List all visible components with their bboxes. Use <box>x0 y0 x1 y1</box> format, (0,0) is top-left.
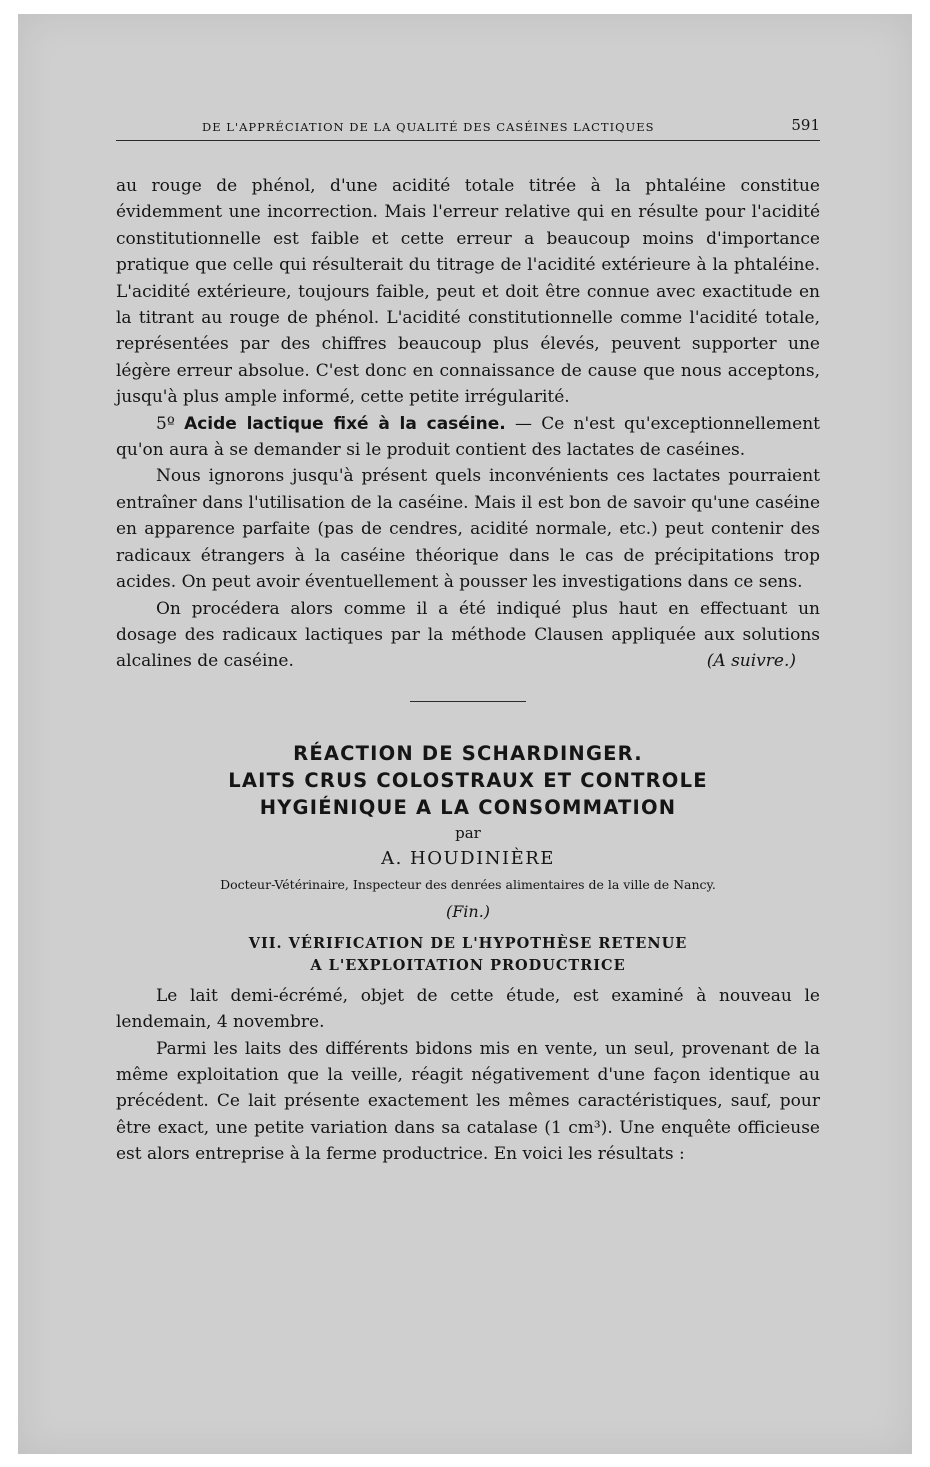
paragraph-acidity: au rouge de phénol, d'une acidité totale titrée à la phtaléine constitue évidemment une incorrection. Mais l'erreur relative qui en résulte pour l'acidité constitutionnelle est faible et cette erreur a beaucoup moins d'importance pratique que celle qui résulterait du titrage de l'acidité extérieure à la phtaléine. L'acidité extérieure, toujours faible, peut et doit être connue avec exactitude en la titrant au rouge de phénol. L'acidité constitutionnelle comme l'acidité totale, représentées par des chiffres beaucoup plus élevés, peuvent supporter une légère erreur absolue. C'est donc en connaissance de cause que nous acceptons, jusqu'à plus ample informé, cette petite irrégularité. <box>116 176 820 408</box>
paragraph-reexamination: Le lait demi-écrémé, objet de cette étude, est examiné à nouveau le lendemain, 4 novembre. <box>116 985 820 1033</box>
section-heading <box>116 933 820 977</box>
paragraph-number: 5º <box>156 413 175 434</box>
paragraph-heading: Acide lactique fixé à la caséine. <box>184 413 506 434</box>
to-be-continued-note: (A suivre.) <box>706 651 796 672</box>
author-affiliation: Docteur-Vétérinaire, Inspecteur des denrées alimentaires de la ville de Nancy. <box>220 876 716 892</box>
paragraph-procedure <box>116 596 820 675</box>
paragraph-procedure-text: On procédera alors comme il a été indiqué plus haut en effectuant un dosage des radicaux lactiques par la méthode Clausen appliquée aux solutions alcalines de caséine. <box>116 598 820 672</box>
section-heading-line-2: A L'EXPLOITATION PRODUCTRICE <box>310 956 626 974</box>
article-title-line-3: HYGIÉNIQUE A LA CONSOMMATION <box>259 795 677 819</box>
running-head-title: DE L'APPRÉCIATION DE LA QUALITÉ DES CASÉINES LACTIQUES <box>202 120 655 134</box>
article-title-line-1: RÉACTION DE SCHARDINGER. <box>293 741 643 765</box>
page-number: 591 <box>791 116 820 134</box>
article-title <box>116 740 820 821</box>
paragraph-lactic-acid-text: — Ce n'est qu'exceptionnellement qu'on aura à se demander si le produit contient des lactates de caséines. <box>116 413 820 461</box>
author-name: A. HOUDINIÈRE <box>381 847 555 869</box>
continuation-note: (Fin.) <box>445 901 491 921</box>
section-divider <box>410 701 526 702</box>
paragraph-lactates: Nous ignorons jusqu'à présent quels inconvénients ces lactates pourraient entraîner dans l'utilisation de la caséine. Mais il est bon de savoir qu'une caséine en apparence parfaite (pas de cendres, acidité normale, etc.) peut contenir des radicaux étrangers à la caséine théorique dans le cas de précipitations trop acides. On peut avoir éventuellement à pousser les investigations dans ce sens. <box>116 466 820 593</box>
section-heading-line-1: VII. VÉRIFICATION DE L'HYPOTHÈSE RETENUE <box>248 934 688 952</box>
running-head <box>116 112 820 141</box>
paragraph-lactic-acid <box>116 411 820 464</box>
document-page <box>116 112 820 1168</box>
article-title-line-2: LAITS CRUS COLOSTRAUX ET CONTROLE <box>228 768 708 792</box>
byline: par <box>455 823 481 842</box>
paragraph-investigation: Parmi les laits des différents bidons mis en vente, un seul, provenant de la même exploitation que la veille, réagit négativement d'une façon identique au précédent. Ce lait présente exactement les mêmes caractéristiques, sauf, pour être exact, une petite variation dans sa catalase (1 cm³). Une enquête officieuse est alors entreprise à la ferme productrice. En voici les résultats : <box>116 1038 820 1165</box>
